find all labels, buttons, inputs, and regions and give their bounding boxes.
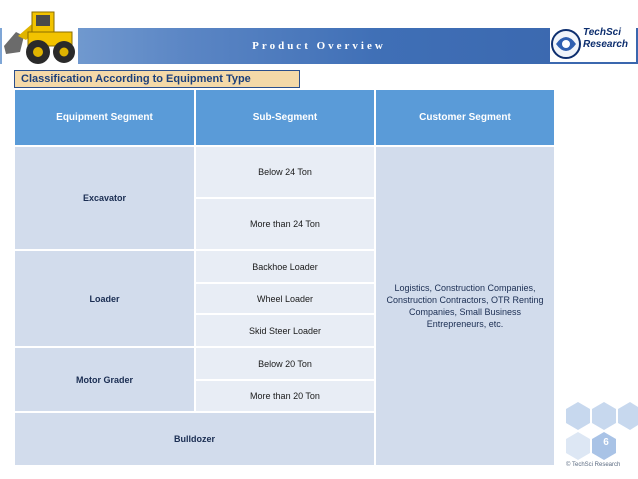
copyright-text: © TechSci Research	[566, 462, 621, 468]
page-number: 6	[603, 437, 609, 448]
segment-bulldozer: Bulldozer	[14, 412, 375, 466]
sub-segment-cell: More than 24 Ton	[195, 198, 375, 250]
customer-segment-cell: Logistics, Construction Companies, Construction Contractors, OTR Renting Companies, Small Business Entrepreneurs, etc.	[375, 146, 555, 466]
sub-segment-cell: Skid Steer Loader	[195, 314, 375, 347]
sub-segment-cell: Below 24 Ton	[195, 146, 375, 198]
header-sub-segment: Sub-Segment	[195, 89, 375, 146]
hexagon-decoration-icon	[556, 400, 638, 464]
page-title: Product Overview	[252, 40, 386, 52]
segment-excavator: Excavator	[14, 146, 195, 250]
segment-loader: Loader	[14, 250, 195, 347]
wheel-loader-icon	[2, 2, 78, 68]
sub-segment-cell: Backhoe Loader	[195, 250, 375, 283]
classification-label: Classification According to Equipment Type	[14, 70, 300, 88]
sub-segment-cell: Below 20 Ton	[195, 347, 375, 380]
logo-text: TechSci Research	[583, 27, 629, 50]
header-equipment-segment: Equipment Segment	[14, 89, 195, 146]
header-customer-segment: Customer Segment	[375, 89, 555, 146]
sub-segment-cell: Wheel Loader	[195, 283, 375, 314]
segment-motor-grader: Motor Grader	[14, 347, 195, 412]
sub-segment-cell: More than 20 Ton	[195, 380, 375, 412]
equipment-table	[14, 89, 555, 466]
